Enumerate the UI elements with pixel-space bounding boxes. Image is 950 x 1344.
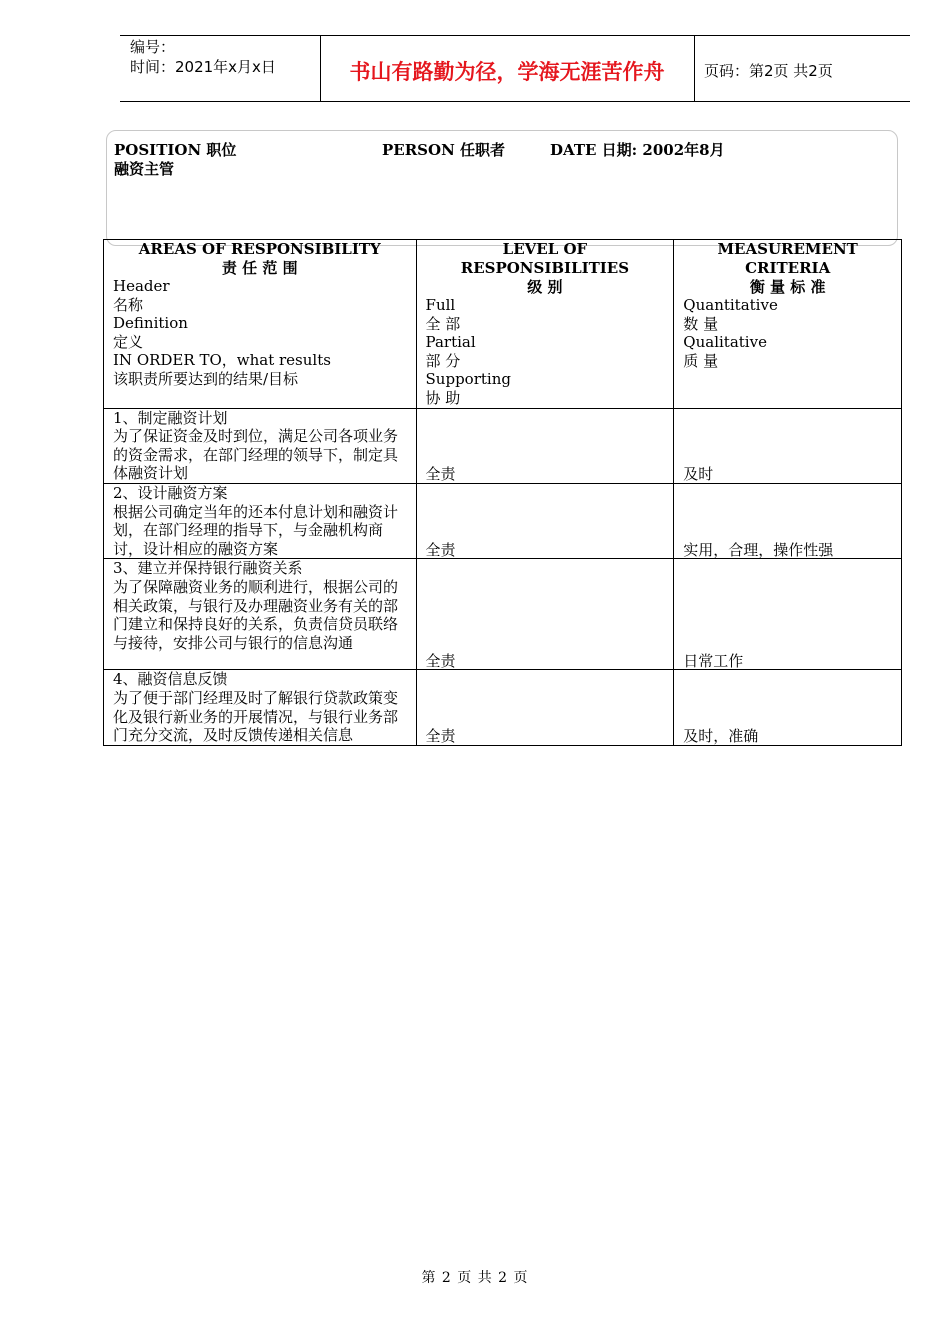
header-motto: 书山有路勤为径，学海无涯苦作舟	[349, 60, 665, 84]
responsibility-cell	[104, 670, 417, 745]
legend-line: Quantitative	[683, 296, 778, 314]
legend-line: Definition	[113, 314, 188, 333]
column-title-en: LEVEL OF RESPONSIBILITIES	[460, 240, 630, 277]
header-cell-level	[416, 240, 674, 409]
legend-line: 数 量	[683, 314, 719, 333]
table-header-row	[104, 240, 902, 409]
level-cell	[416, 670, 674, 745]
table-row	[104, 408, 902, 483]
criteria-cell	[674, 670, 902, 745]
level-cell	[416, 559, 674, 670]
responsibility-description: 根据公司确定当年的还本付息计划和融资计划，在部门经理的指导下，与金融机构商讨，设计相应的融资方案	[113, 502, 399, 558]
level-value: 全责	[425, 540, 456, 559]
header-top-rule	[120, 35, 910, 36]
header-divider-2	[694, 35, 695, 101]
column-title-en: AREAS OF RESPONSIBILITY	[138, 240, 381, 258]
date-label: DATE 日期: 2002年8月	[550, 141, 725, 159]
responsibility-description: 为了便于部门经理及时了解银行贷款政策变化及银行新业务的开展情况，与银行业务部门充分交流，及时反馈传递相关信息	[113, 688, 399, 745]
responsibility-description: 为了保障融资业务的顺利进行，根据公司的相关政策，与银行及办理融资业务有关的部门建立和保持良好的关系，负责信贷员联络与接待，安排公司与银行的信息沟通	[113, 577, 399, 652]
level-cell	[416, 483, 674, 558]
responsibility-cell	[104, 408, 417, 483]
legend-line: Supporting	[425, 370, 511, 389]
responsibility-cell	[104, 483, 417, 558]
legend-line: IN ORDER TO，what results	[113, 351, 331, 370]
header-cell-areas	[104, 240, 417, 409]
legend-line: 定义	[113, 332, 144, 351]
page-footer: 第 2 页 共 2 页	[421, 1270, 529, 1286]
header-left	[130, 37, 276, 77]
column-title-zh: 责 任 范 围	[221, 259, 298, 277]
document-time-label: 时间：2021年x月x日	[130, 58, 276, 76]
responsibility-description: 为了保证资金及时到位，满足公司各项业务的资金需求，在部门经理的领导下，制定具体融资计划	[113, 427, 399, 483]
legend-line: 名称	[113, 295, 144, 314]
column-title-zh: 级 别	[527, 278, 563, 296]
table-row	[104, 483, 902, 558]
legend-line: 全 部	[425, 314, 461, 333]
column-title-en: MEASUREMENT CRITERIA	[717, 240, 858, 277]
legend-line: Partial	[425, 333, 476, 352]
position-label: POSITION 职位	[114, 141, 237, 159]
level-value: 全责	[425, 651, 456, 670]
legend-line: 部 分	[425, 351, 461, 370]
column-title-zh: 衡 量 标 准	[749, 278, 826, 296]
table-row	[104, 559, 902, 670]
header-bottom-rule	[120, 101, 910, 102]
criteria-cell	[674, 408, 902, 483]
criteria-value: 日常工作	[683, 651, 744, 670]
legend-line: Header	[113, 277, 170, 295]
level-value: 全责	[425, 727, 456, 746]
legend-line: Full	[425, 296, 456, 314]
legend-line: Qualitative	[683, 333, 767, 352]
responsibility-title: 3、建立并保持银行融资关系	[113, 559, 303, 578]
criteria-cell	[674, 559, 902, 670]
responsibility-title: 1、制定融资计划	[113, 408, 228, 427]
criteria-value: 实用，合理，操作性强	[683, 540, 834, 559]
criteria-value: 及时，准确	[683, 727, 759, 746]
criteria-value: 及时	[683, 465, 714, 484]
table-row	[104, 670, 902, 745]
legend-line: 该职责所要达到的结果/目标	[113, 369, 299, 388]
criteria-cell	[674, 483, 902, 558]
legend-line: 协 助	[425, 388, 461, 407]
person-label: PERSON 任职者	[382, 141, 506, 159]
document-number-label: 编号：	[130, 38, 176, 56]
legend-line: 质 量	[683, 351, 719, 370]
level-cell	[416, 408, 674, 483]
responsibility-cell	[104, 559, 417, 670]
responsibility-table	[103, 239, 902, 746]
responsibility-title: 2、设计融资方案	[113, 483, 228, 502]
header-page-label: 页码：第2页 共2页	[704, 62, 833, 80]
level-value: 全责	[425, 465, 456, 484]
position-value: 融资主管	[114, 160, 175, 178]
responsibility-title: 4、融资信息反馈	[113, 670, 228, 689]
header-cell-criteria	[674, 240, 902, 409]
